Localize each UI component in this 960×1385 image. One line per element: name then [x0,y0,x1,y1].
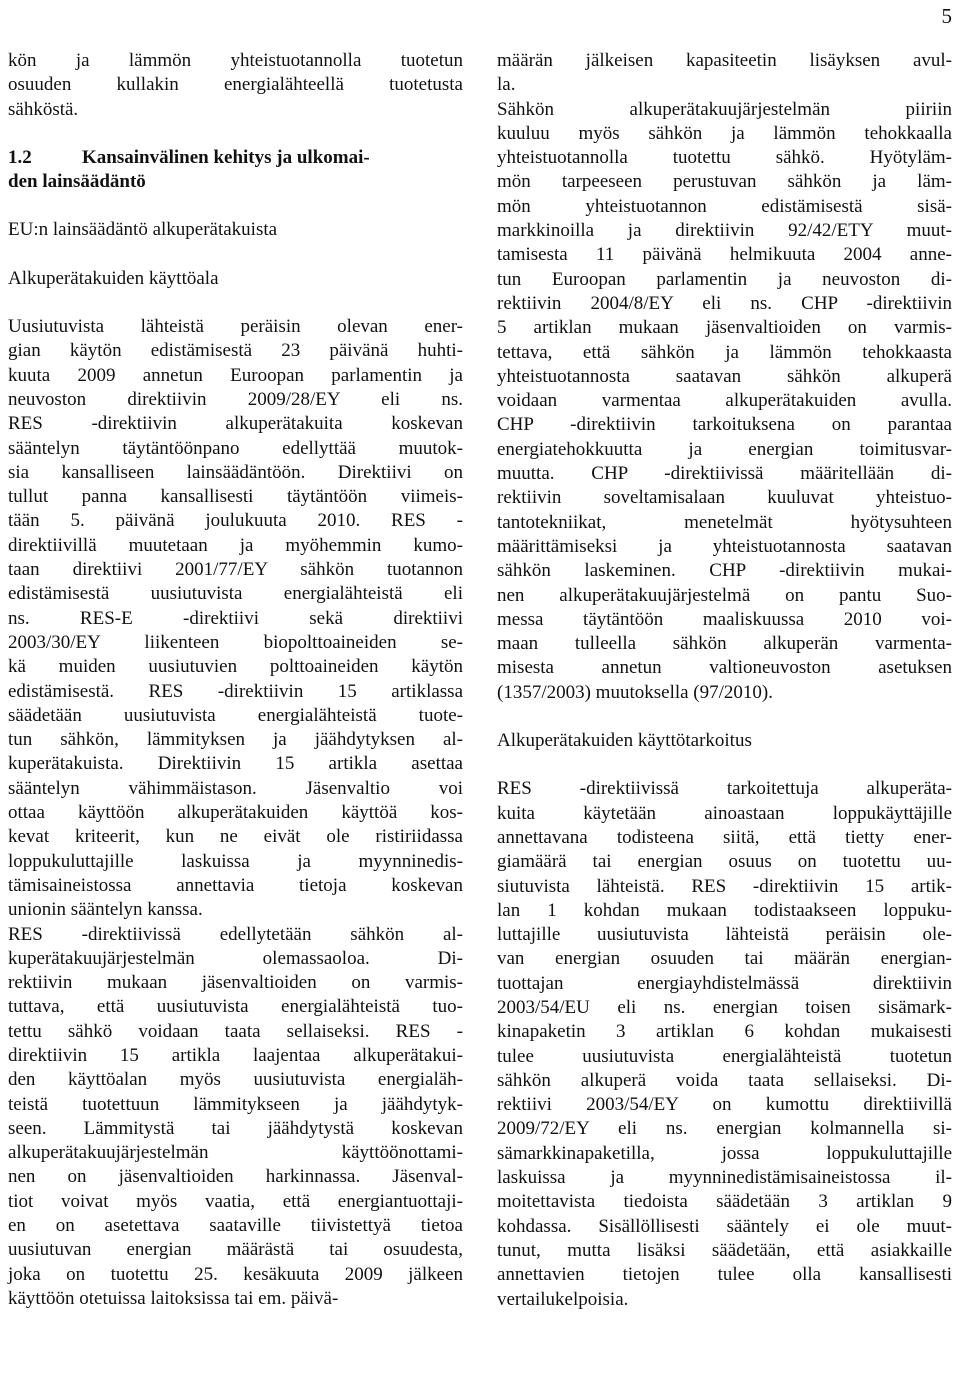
text-line: 5 artiklan mukaan jäsenvaltioiden on varmis- [497,317,952,339]
text-line: loppukuluttajille laskuissa ja myynninedis- [8,850,463,872]
text-line: kohdassa. Sisällöllisesti sääntely ei ole muut- [497,1215,952,1237]
text-line: 2003/54/EU eli ns. energian toisen sisämark- [497,996,952,1018]
section-heading [8,146,463,195]
text-line: neuvoston direktiivin 2009/28/EY eli ns. [8,388,463,410]
subheading-scope: Alkuperätakuiden käyttöala [8,267,219,289]
text-line: den käyttöalan myös uusiutuvista energialäh- [8,1069,463,1091]
text-line: tettu sähkö voidaan taata sellaiseksi. RES - [8,1020,463,1042]
text-line: mön yhteistuotannon edistämisestä sisä- [497,195,952,217]
text-line: unionin sääntelyn kanssa. [8,899,203,921]
text-line: luttajille uusiutuvista lähteistä peräisin ole- [497,924,952,946]
text-line: misesta annetun valtioneuvoston asetuksen [497,657,952,679]
text-line: (1357/2003) muutoksella (97/2010). [497,681,773,703]
text-line: edistämisestä uusiutuvista energialähteistä eli [8,583,463,605]
continuation-paragraph [497,49,952,98]
text-line: sämarkkinapaketilla, jossa loppukuluttajille [497,1142,952,1164]
text-line: yhteistuotannolla tuotettu sähkö. Hyötyläm- [497,147,952,169]
text-line: annettavana todisteena siitä, että tietty ener- [497,826,952,848]
body-paragraph-2 [8,923,463,1312]
text-line: rektiivin mukaan jäsenvaltioiden on varmis- [8,972,463,994]
text-line: tun sähkön, lämmityksen ja jäähdytyksen al- [8,729,463,751]
text-line: siutuvista lähteistä. RES -direktiivin 15 artik- [497,875,952,897]
text-line: tään 5. päivänä joulukuuta 2010. RES - [8,510,463,532]
text-line: energiatehokkuutta ja energian toimitusvar- [497,438,952,460]
text-line: säädetään uusiutuvista energialähteistä tuote- [8,704,463,726]
text-line: sähköstä. [8,98,79,120]
text-line: kevat kriteerit, kun ne eivät ole ristiriidassa [8,826,463,848]
text-line: Uusiutuvista lähteistä peräisin olevan ener- [8,316,463,338]
page-number: 5 [941,4,952,28]
section-title-line-2: den lainsäädäntö [8,171,146,193]
text-line: tullut panna kansallisesti täytäntöön viimeis- [8,486,463,508]
text-line: RES -direktiivissä edellytetään sähkön al- [8,923,463,945]
text-line: la. [497,74,516,96]
text-line: yhteistuotannosta saatavan sähkön alkuperä [497,365,952,387]
text-line: maan tulleella sähkön alkuperän varmenta- [497,633,952,655]
text-line: edistämisestä. RES -direktiivin 15 artiklassa [8,680,463,702]
text-line: nen on jäsenvaltioiden harkinnassa. Jäsenval- [8,1166,463,1188]
text-line: ns. RES-E -direktiivi sekä direktiivi [8,607,463,629]
text-line: taan direktiivi 2001/77/EY sähkön tuotannon [8,559,463,581]
text-line: 2009/72/EY eli ns. energian kolmannella si- [497,1118,952,1140]
text-line: sääntelyn täytäntöönpano edellyttää muutok- [8,437,463,459]
text-line: moitettavista tiedoista säädetään 3 artiklan 9 [497,1191,952,1213]
text-line: rektiivin soveltamisalaan kuuluvat yhteistuo- [497,487,952,509]
text-line: seen. Lämmitystä tai jäähdytystä koskevan [8,1117,463,1139]
text-line: kinapaketin 3 artiklan 6 kohdan mukaisesti [497,1021,952,1043]
body-paragraph-1 [8,315,463,922]
text-line: sähkön laskeminen. CHP -direktiivin mukai- [497,560,952,582]
text-line: tantotekniikat, menetelmät hyötysuhteen [497,511,952,533]
text-line: tuttava, että uusiutuvista energialähteistä tuo- [8,996,463,1018]
text-line: tämisaineistossa annettavia tietoja koskevan [8,874,463,896]
text-line: teistä tuotettuun lämmitykseen ja jäähdytyk- [8,1093,463,1115]
text-line: määrän jälkeisen kapasiteetin lisäyksen avul- [497,50,952,71]
text-line: van energian osuuden tai määrän energian- [497,948,952,970]
text-line: RES -direktiivin alkuperätakuita koskevan [8,413,463,435]
text-line: tiot voivat myös vaatia, että energiantuottaji- [8,1190,463,1212]
text-line: kuuluu myös sähkön ja lämmön tehokkaalla [497,122,952,144]
text-line: lan 1 kohdan mukaan todistaakseen loppuku- [497,899,952,921]
text-line: markkinoilla ja direktiivin 92/42/ETY muut- [497,220,952,242]
right-column [497,49,952,1312]
section-title-line-1: Kansainvälinen kehitys ja ulkomai- [82,146,370,168]
text-line: määrittämiseksi ja yhteistuotannosta saatavan [497,535,952,557]
text-line: kuperätakuista. Direktiivin 15 artikla asettaa [8,753,463,775]
text-line: tamisesta 11 päivänä helmikuuta 2004 anne- [497,244,952,266]
text-line: kön ja lämmön yhteistuotannolla tuotetun [8,50,463,71]
text-line: en on asetettava saataville tiivistettyä tietoa [8,1215,463,1237]
text-line: kä muiden uusiutuvien polttoaineiden käytön [8,656,463,678]
text-line: joka on tuotettu 25. kesäkuuta 2009 jälkeen [8,1263,463,1285]
text-line: kuuta 2009 annetun Euroopan parlamentin ja [8,364,463,386]
text-line: messa täytäntöön maaliskuussa 2010 voi- [497,608,952,630]
body-paragraph-chp [497,98,952,705]
text-line: nen alkuperätakuujärjestelmä on pantu Suo- [497,584,952,606]
text-line: sähkön alkuperä voida taata sellaiseksi. Di- [497,1069,952,1091]
text-line: mön tarpeeseen perustuvan sähkön ja läm- [497,171,952,193]
text-line: gian käytön edistämisestä 23 päivänä huhti- [8,340,463,362]
text-line: CHP -direktiivin tarkoituksena on parantaa [497,414,952,436]
text-line: vertailukelpoisia. [497,1288,629,1310]
text-line: käyttöön otetuissa laitoksissa tai em. päivä- [8,1287,339,1309]
text-line: giamäärä tai energian osuus on tuotettu uu- [497,851,952,873]
body-paragraph-purpose [497,777,952,1312]
text-line: muutta. CHP -direktiivissä määritellään di- [497,463,952,485]
text-line: sia kansalliseen lainsäädäntöön. Direktiivi on [8,461,463,483]
text-line: rektiivin 2004/8/EY eli ns. CHP -direktiivin [497,292,952,314]
text-line: tulee uusiutuvista energialähteistä tuotetun [497,1045,952,1067]
subheading-purpose: Alkuperätakuiden käyttötarkoitus [497,730,752,752]
text-line: tun Euroopan parlamentin ja neuvoston di- [497,268,952,290]
text-line: ottaa käyttöön alkuperätakuiden käyttöä kos- [8,802,463,824]
text-line: direktiivillä muutetaan ja myöhemmin kumo- [8,534,463,556]
text-line: direktiivin 15 artikla laajentaa alkuperätakui- [8,1044,463,1066]
text-line: uusiutuvan energian määrästä tai osuudesta, [8,1239,463,1261]
text-line: kuperätakuujärjestelmän olemassaoloa. Di- [8,947,463,969]
text-line: rektiivi 2003/54/EY on kumottu direktiivillä [497,1094,952,1116]
section-number: 1.2 [8,146,32,168]
text-line: alkuperätakuujärjestelmän käyttöönottami- [8,1142,463,1164]
intro-paragraph [8,49,463,122]
text-line: kuita käytetään ainoastaan loppukäyttäjille [497,802,952,824]
text-line: RES -direktiivissä tarkoitettuja alkuperäta- [497,778,952,800]
text-line: osuuden kullakin energialähteellä tuotetusta [8,74,463,96]
text-line: Sähkön alkuperätakuujärjestelmän piiriin [497,98,952,120]
text-line: voidaan varmentaa alkuperätakuiden avulla. [497,390,952,412]
text-line: annettavien tietojen tulee olla kansallisesti [497,1264,952,1286]
left-column [8,49,463,1311]
text-line: tettava, että sähkön ja lämmön tehokkaasta [497,341,952,363]
text-line: tuottajan energiayhdistelmässä direktiivin [497,972,952,994]
text-line: 2003/30/EY liikenteen biopolttoaineiden se- [8,631,463,653]
text-line: tunut, mutta lisäksi säädetään, että asiakkaille [497,1239,952,1261]
subheading-eu-legislation: EU:n lainsäädäntö alkuperätakuista [8,219,278,241]
text-line: sääntelyn vähimmäistason. Jäsenvaltio voi [8,777,463,799]
text-line: laskuissa ja myynninedistämisaineistossa il- [497,1167,952,1189]
